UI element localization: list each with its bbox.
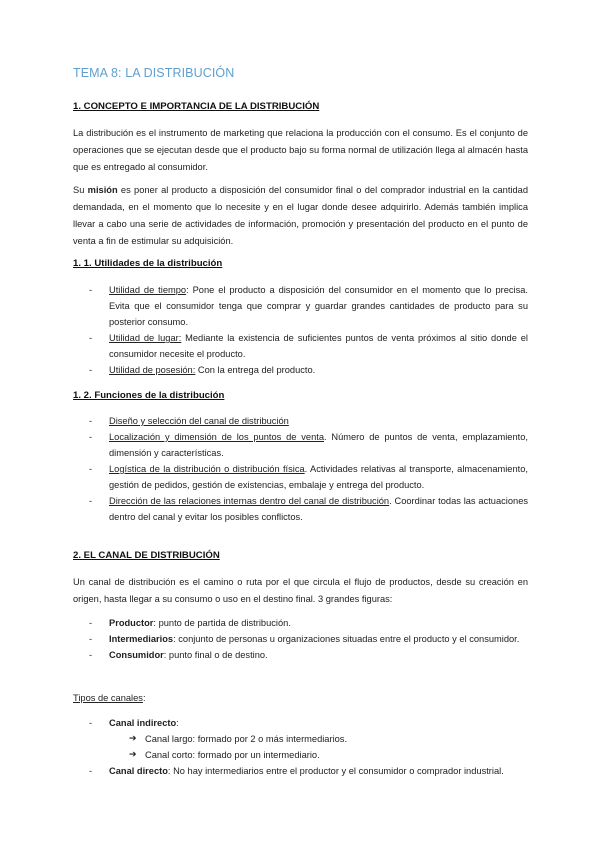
list-item <box>73 647 528 663</box>
bold-term: Consumidor <box>109 650 164 660</box>
channel-types-list <box>73 715 528 779</box>
underlined-term: Dirección de las relaciones internas dentro del canal de distribución <box>109 496 390 506</box>
item-text: : punto de partida de distribución. <box>153 618 291 628</box>
list-item <box>73 763 528 779</box>
underlined-term: Utilidad de posesión: <box>109 365 196 375</box>
underlined-term: Utilidad de tiempo <box>109 285 187 295</box>
item-text: . Número de puntos de venta, emplazamiento, dimensión y características. <box>109 432 528 458</box>
item-text: : Pone el producto a disposición del consumidor en el momento que lo precisa. Evita que el consumidor tenga que comprar y guardar grandes cantidades de producto para su posterior consumo. <box>109 285 529 327</box>
list-item <box>73 493 528 525</box>
list-item <box>73 330 528 362</box>
functions-list <box>73 413 528 525</box>
section-2-heading: 2. EL CANAL DE DISTRIBUCIÓN <box>73 550 220 561</box>
underlined-term: Localización y dimensión de los puntos de venta <box>109 432 324 442</box>
item-text: . Coordinar todas las actuaciones dentro del canal y evitar los posibles conflictos. <box>109 496 529 522</box>
document-title: TEMA 8: LA DISTRIBUCIÓN <box>73 66 235 80</box>
list-item <box>73 631 528 647</box>
channel-types-label <box>73 690 528 707</box>
list-item <box>73 715 528 763</box>
section-1-paragraph-2 <box>73 182 528 250</box>
item-text: : punto final o de destino. <box>163 650 268 660</box>
bold-term: Intermediarios <box>109 634 174 644</box>
item-text: Con la entrega del producto. <box>195 365 316 375</box>
text-run: es poner al producto a disposición del consumidor final o del comprador industrial en la cantidad demandada, en el momento que lo necesite y en el lugar donde desee adquirirlo. Además también implica llevar a cabo una serie de actividades de información, promoción y presentación del producto en el punto de venta a fin de estimular su adquisición. <box>73 185 528 246</box>
bold-term: misión <box>87 185 118 195</box>
indirect-sublist <box>109 731 528 763</box>
underlined-term: Logística de la distribución o distribución física <box>109 464 305 474</box>
bold-term: Canal directo <box>109 766 168 776</box>
text-run: : <box>142 693 146 703</box>
list-item <box>73 461 528 493</box>
utilities-list <box>73 282 528 378</box>
text-run: Su <box>73 185 88 195</box>
item-text: : conjunto de personas u organizaciones situadas entre el producto y el consumidor. <box>173 634 520 644</box>
item-text: . Actividades relativas al transporte, almacenamiento, gestión de pedidos, gestión de existencias, embalaje y entrega del producto. <box>109 464 528 490</box>
list-item <box>73 429 528 461</box>
section-1-paragraph-1: La distribución es el instrumento de marketing que relaciona la producción con el consumo. Es el conjunto de operaciones que se ejecutan desde que el producto bajo su forma normal de utilización llega al almacén hasta que es entregado al consumidor. <box>73 128 528 172</box>
text-run: : <box>176 718 179 728</box>
underlined-term: Utilidad de lugar: <box>109 333 182 343</box>
bold-term: Canal indirecto <box>109 718 177 728</box>
section-1-1-heading: 1. 1. Utilidades de la distribución <box>73 258 223 269</box>
figures-list <box>73 615 528 663</box>
item-text: Mediante la existencia de suficientes puntos de venta próximos al sitio donde el consumidor necesite el producto. <box>109 333 528 359</box>
sub-list-item: ➔ Canal corto: formado por un intermediario. <box>129 747 528 763</box>
underlined-term: Diseño y selección del canal de distribución <box>109 416 289 426</box>
section-2-paragraph-1: Un canal de distribución es el camino o ruta por el que circula el flujo de productos, desde su creación en origen, hasta llegar a su consumo o uso en el destino final. 3 grandes figuras: <box>73 577 528 604</box>
section-1-2-heading: 1. 2. Funciones de la distribución <box>73 390 225 401</box>
list-item <box>73 362 528 378</box>
underlined-term: Tipos de canales <box>73 693 143 703</box>
item-text: : No hay intermediarios entre el productor y el consumidor o comprador industrial. <box>167 766 504 776</box>
list-item <box>73 615 528 631</box>
sub-list-item: ➔ Canal largo: formado por 2 o más intermediarios. <box>129 731 528 747</box>
bold-term: Productor <box>109 618 154 628</box>
list-item <box>73 282 528 330</box>
section-1-heading: 1. CONCEPTO E IMPORTANCIA DE LA DISTRIBUCIÓN <box>73 101 320 112</box>
list-item <box>73 413 528 429</box>
